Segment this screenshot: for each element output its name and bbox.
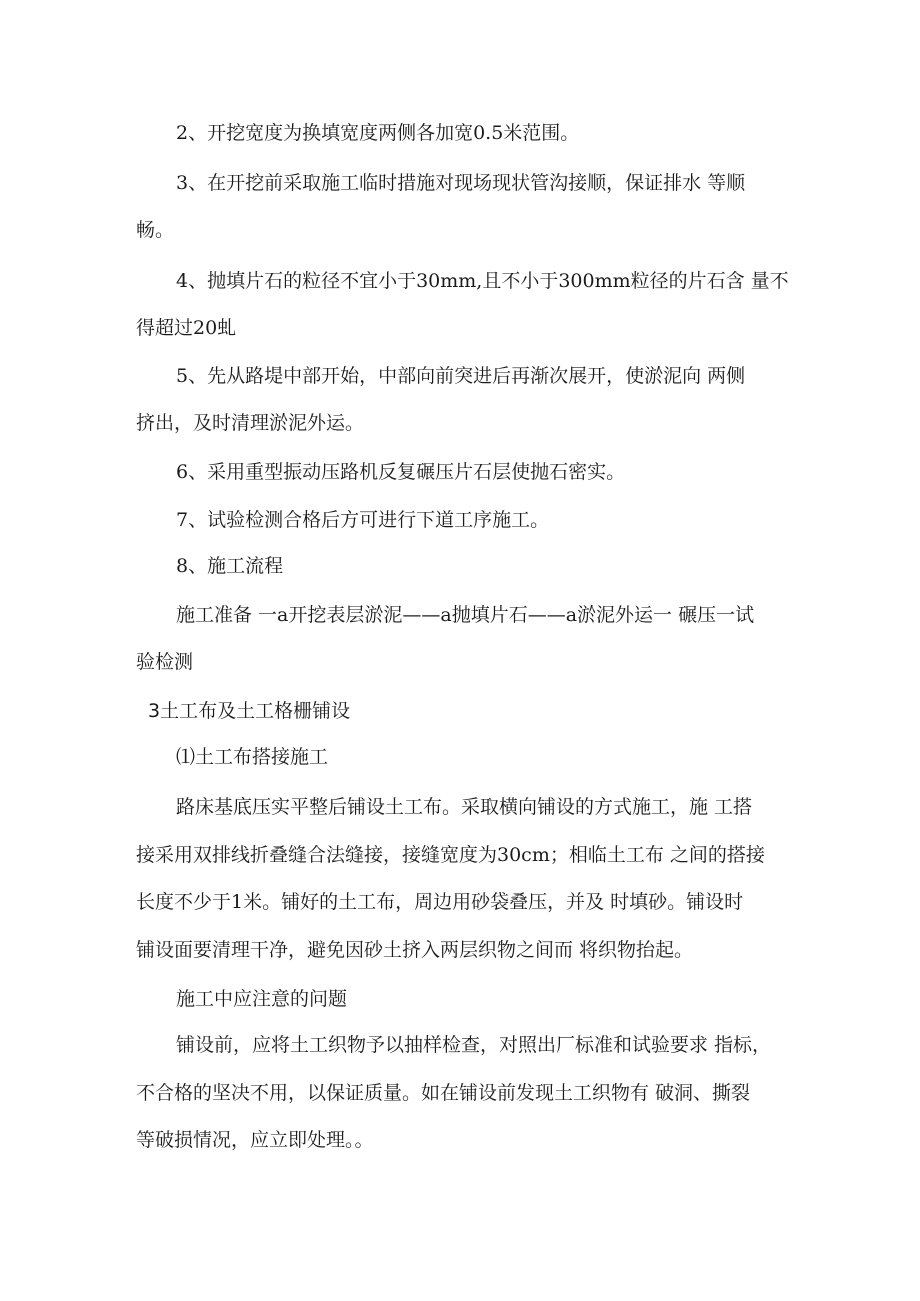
para2-line-2: 不合格的坚决不用，以保证质量。如在铺设前发现土工织物有 破洞、撕裂 [136, 1082, 751, 1104]
item-6-line-1: 6、采用重型振动压路机反复碾压片石层使抛石密实。 [176, 461, 626, 483]
para1-line-4: 铺设面要清理干净，避免因砂土挤入两层织物之间而 将织物抬起。 [136, 939, 694, 961]
item-4-line-1: 4、抛填片石的粒径不宜小于30mm,且不小于300mm粒径的片石含 量不 [176, 270, 789, 292]
flow-line-2: 验检测 [136, 651, 194, 673]
item-3-line-1: 3、在开挖前采取施工临时措施对现场现状管沟接顺，保证排水 等顺 [176, 172, 746, 194]
para2-line-3: 等破损情况，应立即处理。。 [136, 1129, 374, 1151]
item-7-line-1: 7、试验检测合格后方可进行下道工序施工。 [176, 509, 550, 531]
item-4-line-2: 得超过20虬 [136, 317, 237, 339]
sub-heading-2: 施工中应注意的问题 [176, 988, 348, 1010]
item-3-line-2: 畅。 [136, 219, 175, 241]
item-8-line-1: 8、施工流程 [176, 555, 284, 577]
item-5-line-1: 5、先从路堤中部开始，中部向前突进后再渐次展开，使淤泥向 两侧 [176, 365, 746, 387]
para1-line-2: 接采用双排线折叠缝合法缝接，接缝宽度为30cm；相临土工布 之间的搭接 [136, 844, 765, 866]
para2-line-1: 铺设前，应将土工织物予以抽样检查，对照出厂标准和试验要求 指标， [176, 1034, 772, 1056]
flow-line-1: 施工准备 一a开挖表层淤泥——a抛填片石——a淤泥外运一 碾压一试 [176, 604, 755, 626]
item-5-line-2: 挤出，及时清理淤泥外运。 [136, 412, 365, 434]
item-2-line-1: 2、开挖宽度为换填宽度两侧各加宽0.5米范围。 [176, 122, 580, 144]
para1-line-1: 路床基底压实平整后铺设土工布。采取横向铺设的方式施工，施 工搭 [176, 796, 753, 818]
para1-line-3: 长度不少于1米。铺好的土工布，周边用砂袋叠压，并及 时填砂。铺设时 [136, 891, 744, 913]
section-heading: 3土工布及土工格栅铺设 [148, 700, 351, 722]
sub-heading: ⑴土工布搭接施工 [176, 746, 329, 768]
